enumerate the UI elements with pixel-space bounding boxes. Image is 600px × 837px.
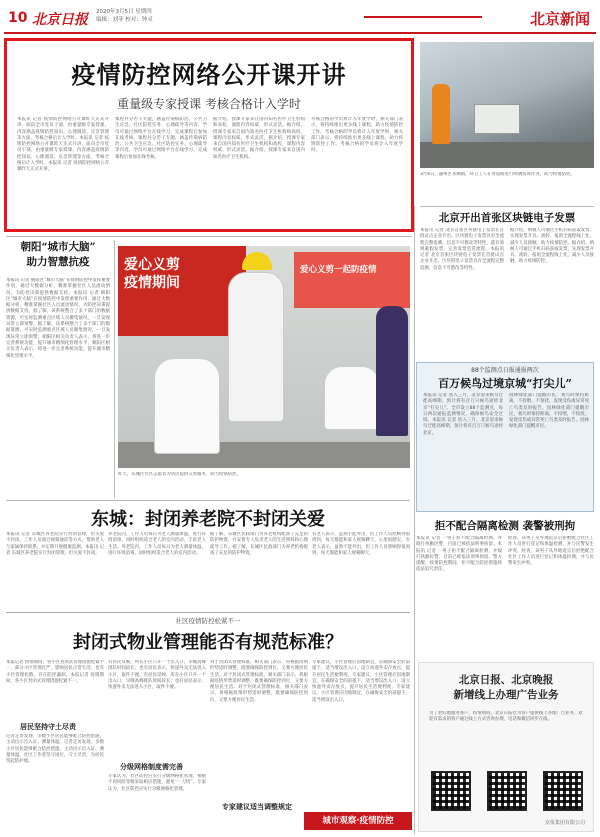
photo-sign bbox=[294, 252, 410, 308]
qr-code-icon[interactable] bbox=[487, 771, 527, 811]
photo-customer-1 bbox=[154, 358, 220, 454]
volunteer-haircut-photo bbox=[118, 246, 410, 468]
dongcheng-col4: 有老人表示，虽然不能外出，但工作人员照顾得很周到，每天都能和家人视频聊天，心里很踏实。有老人表示，虽然不能外出，但工作人员照顾得很周到，每天都能和家人视频聊天。 bbox=[312, 532, 410, 556]
lead-article-highlight bbox=[4, 38, 414, 232]
banner-line2: 疫情期间 bbox=[124, 275, 180, 291]
property-col3: 对于封闭式管理标准，相关部门表示，将根据疫情形势适时调整，既要确保防控到位，又要方便居民生活。对于封闭式管理标准，相关部门表示，将根据疫情形势适时调整，既要确保防控到位，又要方便居民生活。对于封闭式管理标准，相关部门表示，将根据疫情形势适时调整，既要确保防控到位，又要方便居民生活。 bbox=[210, 660, 308, 703]
blockchain-invoice-title: 北京开出首张区块链电子发票 bbox=[438, 212, 576, 224]
divider bbox=[6, 236, 412, 237]
ad-body: 为了更好地服务客户，疫情期间，北京日报社为客户提供线上办理广告业务，欢迎有需求的客户通过线上方式咨询办理，电话和微信同步在线。 bbox=[429, 711, 583, 723]
birds-body-col2: 园林绿化部门提醒市民，观鸟时保持距离，不投喂、不惊扰，发现受伤或异常死亡鸟类及时报告。园林绿化部门提醒市民，观鸟时保持距离，不投喂、不惊扰，发现受伤或异常死亡鸟类及时报告。园林绿化部门提醒市民。 bbox=[509, 393, 589, 430]
property-title: 封闭式物业管理能否有规范标准？ bbox=[73, 632, 343, 653]
advertising-notice bbox=[418, 662, 594, 832]
dongcheng-title: 东城：封闭养老院不封闭关爱 bbox=[91, 509, 325, 530]
photo-road bbox=[420, 142, 594, 168]
masthead-meta bbox=[96, 8, 206, 24]
newspaper-logo: 北京日报 bbox=[32, 12, 88, 28]
birds-body-col1: 本报讯 记者 进入三月，北京迎来候鸟迁徙高峰期，预计将有百万只候鸟途经北京“打尖儿”。全市设立88个监测点，每日两次通报监测情况，确保候鸟安全过境。本报讯 记者 进入三月，北京迎来候鸟迁徙高峰期，预计将有百万只候鸟途经北京。 bbox=[423, 393, 503, 436]
chaoyang-title-line2: 助力智慧抗疫 bbox=[26, 256, 90, 268]
section-title: 北京新闻 bbox=[529, 10, 590, 28]
property-col4: 专家建议，小区管理应因地制宜，在确保安全的前提下，适当增设出入口，设立快递外卖存放点，提升居民生活便利度。专家建议，小区管理应因地制宜，在确保安全的前提下，适当增设出入口，设立快递外卖存放点，提升居民生活便利度。专家建议，小区管理应因地制宜，在确保安全的前提下，适当增设出入口。 bbox=[312, 660, 410, 703]
birds-title: 百万候鸟过境京城“打尖儿” bbox=[438, 377, 572, 390]
lead-article-body-col1: 本报讯 记者 疫情防控网络公开课昨天正式开讲，面向全市党员干部，由重量级专家授课，内容涵盖疫情防控知识、心理调适、应急管理等方面，考核合格后计入学时。本报讯 记者 疫情防控网络公开课昨天正式开讲，面向全市党员干部，由重量级专家授课，内容涵盖疫情防控知识、心理调适、应急管理等方面，考核合格后计入学时。本报讯 记者 疫情防控网络公开课昨天正式开讲。 bbox=[17, 117, 109, 173]
chaoyang-city-brain-title bbox=[6, 240, 110, 270]
lead-article-body-col4: 考核合格的学员将计入年度学时，相关部门表示，将持续推出更多线上课程，助力疫情防控工作。考核合格的学员将计入年度学时，相关部门表示，将持续推出更多线上课程，助力疫情防控工作。考核合格的学员将计入年度学时。 bbox=[311, 117, 403, 154]
blockchain-article-col2: 据介绍，纳税人可通过手机扫码获取发票，实现发票开具、流转、报销全流程线上化，减少人员接触，助力疫情防控。据介绍，纳税人可通过手机扫码获取发票，实现发票开具、流转、报销全流程线上化，减少人员接触，助力疫情防控。 bbox=[510, 228, 594, 265]
sanitation-worker-photo bbox=[420, 42, 594, 168]
blockchain-article-col1: 本报讯 记者 北京首张区块链电子发票在首批试点企业开出。区块链电子发票具有全流程完整追溯、信息不可篡改等特性，能有效规避假发票，完善发票监管流程。本报讯 记者 北京首张区块链电子发票在首批试点企业开出。区块链电子发票具有全流程完整追溯、信息不可篡改等特性。 bbox=[420, 228, 504, 271]
assault-police-title: 拒不配合隔离检测 袭警被刑拘 bbox=[434, 520, 576, 532]
divider bbox=[6, 500, 410, 501]
column-divider bbox=[114, 240, 115, 498]
dongcheng-col3: 据了解，东城区民政部门为养老机构配备了充足的防护物资，并安排专人负责老人的生活照料和心理疏导工作。据了解，东城区民政部门为养老机构配备了充足的防护物资。 bbox=[210, 532, 308, 556]
photo-banner-text bbox=[124, 256, 180, 292]
ad-title-line2: 新增线上办理广告业务 bbox=[453, 689, 559, 701]
masthead-editors: 编辑：刘菲 校对：钟灵 bbox=[96, 17, 153, 23]
qr-code-icon[interactable] bbox=[543, 771, 583, 811]
assault-article-col2: 经查，该男子从外地返京后拒绝配合社区工作人员进行登记和体温检测，并与民警发生冲突。经查，该男子从外地返京后拒绝配合社区工作人员进行登记和体温检测，并与民警发生冲突。 bbox=[508, 536, 594, 567]
property-col2-bottom: 专家认为，社区防控应实行分级网格化管理，根据不同风险等级采取相应措施，避免“一刀切”。专家认为，社区防控应实行分级网格化管理。 bbox=[108, 774, 206, 792]
chaoyang-article-body: 本报讯 记者 朝阳区“城市大脑”在疫情防控中发挥重要作用，通过大数据分析，精准掌握社区人员流动情况，为防控决策提供数据支持。本报讯 记者 朝阳区“城市大脑”在疫情防控中发挥重要作用，通过大数据分析，精准掌握社区人员流动情况，为防控决策提供数据支持。据了解，该系统整合了多个部门的数据资源，可实时监测重点区域人员聚集情况，一旦发现异常立即预警。据了解，该系统整合了多个部门的数据资源，可实时监测重点区域人员聚集情况，一旦发现异常立即预警。朝阳区相关负责人表示，将进一步完善系统功能，提升城市精细化管理水平。朝阳区相关负责人表示，将进一步完善系统功能，提升城市精细化管理水平。 bbox=[6, 278, 110, 359]
masthead-rule bbox=[364, 16, 482, 18]
property-col2-top: 有居民反映，所在小区只开一个出入口，早晚高峰排队时间较长；也有居民表示，快递外卖无法进入小区，取件不便。有居民反映，所在小区只开一个出入口，早晚高峰排队时间较长；也有居民表示，快递外卖无法进入小区，取件不便。 bbox=[108, 660, 206, 691]
qr-code-icon[interactable] bbox=[431, 771, 471, 811]
photo-sign-text: 爱心义剪一起防疫情 bbox=[300, 265, 377, 275]
photo-barber bbox=[228, 272, 284, 422]
banner-line1: 爱心义剪 bbox=[124, 257, 180, 273]
property-subhead-2: 分级网格制度需完善 bbox=[120, 762, 183, 771]
lead-article-title: 疫情防控网络公开课开讲 bbox=[71, 60, 347, 89]
photo-red-banner bbox=[118, 246, 246, 336]
photo-yellow-hat bbox=[242, 252, 272, 270]
migratory-birds-box bbox=[416, 362, 594, 512]
right-photo-caption: 3月4日，通州区永顺镇，环卫工人在对道路进行喷洒消毒作业，助力疫情防控。 bbox=[420, 172, 575, 177]
dongcheng-col2: 养老院内，工作人员每日为老人测量体温，进行环境消毒，同时组织适合老人的室内活动，丰富老人生活。养老院内，工作人员每日为老人测量体温，进行环境消毒，同时组织适合老人的室内活动。 bbox=[108, 532, 206, 556]
property-subhead-1: 居民坚持守土尽责 bbox=[20, 722, 76, 731]
chaoyang-title-line1: 朝阳“城市大脑” bbox=[20, 241, 96, 253]
masthead-date: 2020年3月5日 星期四 bbox=[96, 9, 152, 15]
masthead bbox=[4, 4, 596, 34]
photo-worker bbox=[432, 84, 450, 144]
birds-kicker: 88个监测点日报通报两次 bbox=[471, 367, 539, 374]
photo-truck bbox=[474, 104, 520, 134]
column-divider bbox=[414, 206, 415, 834]
property-col1-bottom: 记者走访发现，多数小区居民能够配合防控措施，主动出示出入证、测量体温。记者走访发现，多数小区居民能够配合防控措施，主动出示出入证、测量体温。社区工作者坚守岗位，守土尽责，为居民筑起防护墙。 bbox=[6, 734, 104, 765]
divider bbox=[420, 206, 594, 207]
property-kicker: 社区疫情防控松紧不一 bbox=[175, 617, 241, 625]
ad-title-line1: 北京日报、北京晚报 bbox=[458, 674, 554, 686]
assault-article-col1: 本报讯 记者 一男子拒不配合隔离检测，并殴打执勤民警，目前已被依法刑事拘留。本报讯 记者 一男子拒不配合隔离检测，并殴打执勤民警，目前已被依法刑事拘留。警方提醒，疫情防控期间，拒不配合防控措施将依法追究责任。 bbox=[416, 536, 502, 573]
lead-article-body-col3: 据介绍，授课专家来自国内知名医疗卫生机构和高校，课程内容权威，形式灵活。据介绍，授课专家来自国内知名医疗卫生机构和高校，课程内容权威，形式灵活。据介绍，授课专家来自国内知名医疗卫生机构和高校，课程内容权威，形式灵活。据介绍，授课专家来自国内知名医疗卫生机构。 bbox=[213, 117, 305, 160]
column-tag: 城市观察·疫情防控 bbox=[304, 812, 412, 830]
center-photo-caption: 昨天，东城区社区志愿者为居民提供义剪服务，助力疫情防控。 bbox=[118, 472, 241, 477]
photo-customer-2 bbox=[324, 366, 380, 430]
property-subhead-3: 专家建议适当调整规定 bbox=[222, 802, 292, 811]
ad-footer: 京报集团有限公司 bbox=[544, 820, 585, 826]
ad-title bbox=[419, 673, 593, 703]
photo-volunteer bbox=[376, 306, 408, 436]
lead-article-body-col2: 课程共分若干专题，涵盖传染病防治、公共卫生应急、社区防控实务、心理疏导等内容，学员可通过网络平台在线学习，完成课程后参加在线考核。课程共分若干专题，涵盖传染病防治、公共卫生应急、社区防控实务、心理疏导等内容，学员可通过网络平台在线学习，完成课程后参加在线考核。 bbox=[115, 117, 207, 160]
page-number: 10 bbox=[8, 10, 28, 26]
dongcheng-col1: 本报讯 记者 东城区养老院实行封闭管理，但关爱不封闭。工作人员通过视频通话等方式，帮助老人与家属保持联系，并定期开展健康监测。本报讯 记者 东城区养老院实行封闭管理，但关爱不封闭。 bbox=[6, 532, 104, 556]
divider bbox=[6, 612, 410, 613]
property-col1-top: 本报记者 疫情期间，各小区封闭式管理措施松紧不一，部分小区管理过严，影响居民正常生活；也有小区管理松散，存在防控漏洞。本报记者 疫情期间，各小区封闭式管理措施松紧不一。 bbox=[6, 660, 104, 684]
lead-article-subtitle: 重量级专家授课 考核合格计入学时 bbox=[117, 97, 301, 111]
